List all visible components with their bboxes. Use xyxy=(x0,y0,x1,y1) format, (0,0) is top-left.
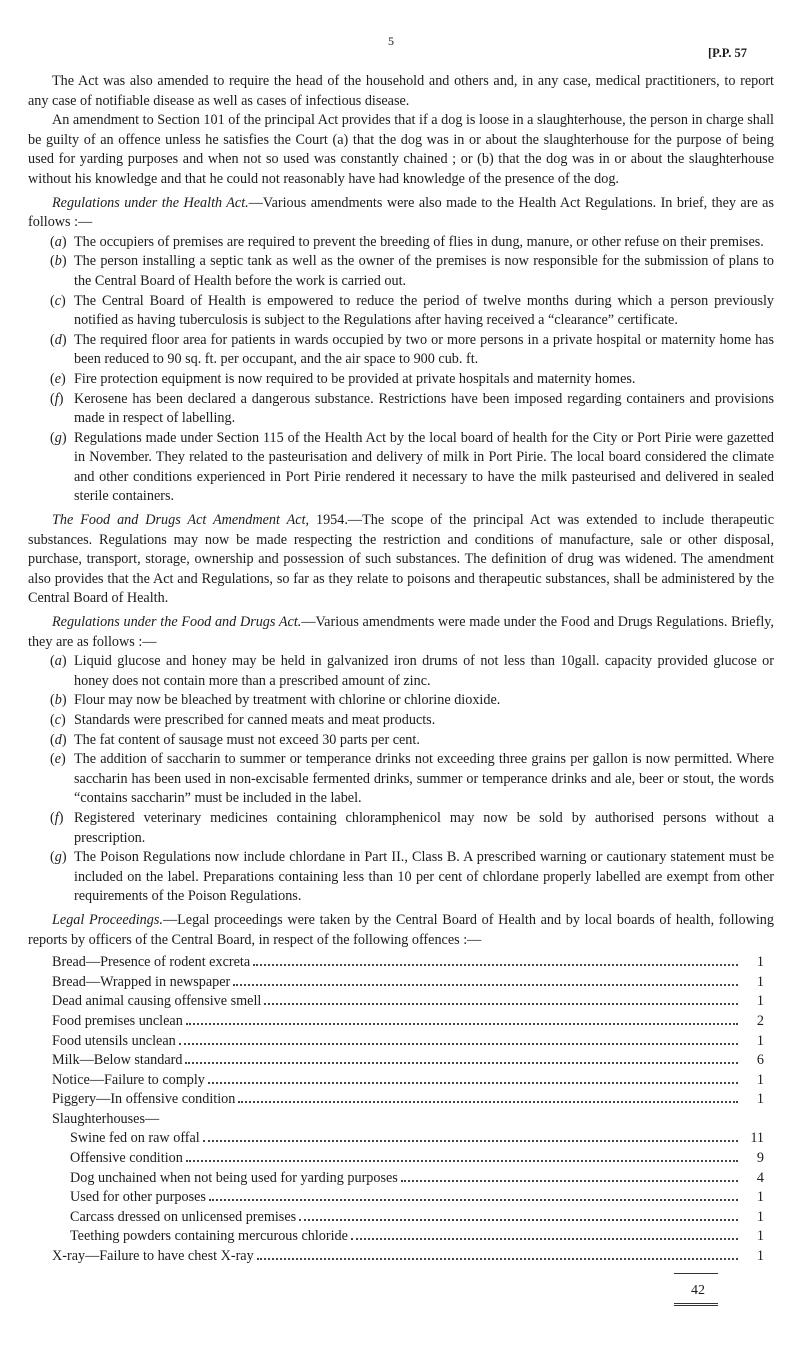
health-regulations-list xyxy=(28,233,774,507)
offence-row xyxy=(52,1208,764,1228)
dot-leader xyxy=(179,1043,738,1045)
paragraph-food-drugs-amendment xyxy=(28,511,774,609)
dot-leader xyxy=(264,1003,738,1005)
offence-description: Notice—Failure to comply xyxy=(52,1071,205,1088)
offence-description: Carcass dressed on unlicensed premises xyxy=(70,1208,297,1225)
offence-row xyxy=(52,1129,764,1149)
dot-leader xyxy=(186,1160,738,1162)
total-rule-double xyxy=(674,1303,718,1306)
food-drugs-regulations-intro: —Various amendments were made under the Food and Drugs Regulations. Briefly, they are as follows :— xyxy=(28,614,774,650)
offence-count: 1 xyxy=(756,973,764,990)
legal-proceedings-heading: Legal Proceedings. xyxy=(52,911,163,928)
offence-row xyxy=(52,1247,764,1267)
dot-leader xyxy=(233,984,738,986)
health-regulation-item-label: (g) xyxy=(50,429,67,446)
offence-row xyxy=(52,1188,764,1208)
legal-proceedings-intro: —Legal proceedings were taken by the Central Board of Health and by local boards of health, following reports by officers of the Central Board, in respect of the following offences :— xyxy=(28,911,774,948)
food-regulation-item-label: (f) xyxy=(50,809,64,826)
offence-description: Bread—Presence of rodent excreta xyxy=(52,954,251,971)
food-drugs-regulations-heading: Regulations under the Food and Drugs Act. xyxy=(52,614,302,631)
health-regulation-item xyxy=(28,370,774,390)
document-body xyxy=(28,72,774,1298)
dot-leader xyxy=(185,1062,738,1064)
food-regulation-item-label: (d) xyxy=(50,731,67,748)
offence-description: Dead animal causing offensive smell xyxy=(52,993,262,1010)
offence-count: 1 xyxy=(756,993,764,1010)
food-regulation-item-text: Registered veterinary medicines containing chloramphenicol may now be sold by authorised persons without a prescription. xyxy=(74,809,774,846)
food-regulation-item-text: Flour may now be bleached by treatment with chlorine or chlorine dioxide. xyxy=(74,692,501,709)
offence-description: Slaughterhouses— xyxy=(52,1110,160,1127)
offence-description: Bread—Wrapped in newspaper xyxy=(52,973,231,990)
food-regulation-item xyxy=(28,691,774,711)
offence-row xyxy=(52,1032,764,1052)
food-regulation-item-text: The addition of saccharin to summer or temperance drinks not exceeding three grains per gallon is now permitted. Where saccharin has been used in non-excisable fermented drinks, summer or temperance drinks and ale, beer or stout, the words “contains saccharin” must be included in the label. xyxy=(74,751,774,807)
offence-description: Dog unchained when not being used for yarding purposes xyxy=(70,1169,398,1186)
food-drugs-amendment-text: 1954.—The scope of the principal Act was extended to include therapeutic substances. Regulations may now be made respecting the restriction and conditions of manufacture, sale or other disposal, purchase, transport, storage, ownership and possession of such substances. The definition of drug was widened. The amendment also provides that the Act and Regulations, so far as they relate to poisons and therapeutic substances, shall be administered by the Central Board of Health. xyxy=(28,512,774,607)
offence-row xyxy=(52,1090,764,1110)
health-regulation-item-label: (c) xyxy=(50,292,66,309)
offence-row xyxy=(52,992,764,1012)
food-regulation-item-label: (c) xyxy=(50,712,66,728)
food-regulation-item xyxy=(28,652,774,691)
paper-reference: [P.P. 57 xyxy=(708,46,748,60)
offence-row xyxy=(52,1227,764,1247)
offence-description: Milk—Below standard xyxy=(52,1052,183,1069)
food-drugs-amendment-heading: The Food and Drugs Act Amendment Act, xyxy=(52,512,310,529)
offence-description: Piggery—In offensive condition xyxy=(52,1091,236,1108)
offence-row xyxy=(52,1110,764,1130)
offence-row xyxy=(52,973,764,993)
offence-count: 4 xyxy=(756,1169,764,1186)
food-regulation-item xyxy=(28,848,774,907)
food-regulation-item-text: Liquid glucose and honey may be held in galvanized iron drums of not less than 10gall. capacity provided glucose or honey does not contain more than a prescribed amount of zinc. xyxy=(74,653,774,689)
offences-total: 42 xyxy=(691,1282,705,1298)
dot-leader xyxy=(351,1238,738,1240)
health-regulation-item-text: The occupiers of premises are required to prevent the breeding of flies in dung, manure, or other refuse on their premises. xyxy=(74,233,764,250)
offences-list xyxy=(28,953,764,1267)
offence-description: Food premises unclean xyxy=(52,1012,183,1029)
food-regulation-item-label: (b) xyxy=(50,692,67,709)
offence-row xyxy=(52,953,764,973)
health-regulation-item-text: Regulations made under Section 115 of the Health Act by the local board of health for the City or Port Pirie were gazetted in November. They related to the pasteurisation and delivery of milk in Port Pirie. The local board considered the climate and other conditions experienced in Port Pirie rendered it necessary to have the milk pasteurised and delivered in sealed sterile containers. xyxy=(74,429,774,505)
paragraph-dog-amendment: An amendment to Section 101 of the principal Act provides that if a dog is loose in a slaughterhouse, the person in charge shall be guilty of an offence unless he satisfies the Court (a) that the dog was in or about the slaughterhouse for the purpose of being used for yarding purposes and when not so used was constantly chained ; or (b) that the dog was in or about the slaughterhouse without his knowledge and that he could not reasonably have had knowledge of the presence of the dog. xyxy=(28,112,774,187)
dot-leader xyxy=(253,964,738,966)
offence-row xyxy=(52,1071,764,1091)
offence-description: Used for other purposes xyxy=(70,1189,206,1206)
food-regulation-item-label: (g) xyxy=(50,849,67,866)
offence-description: X-ray—Failure to have chest X-ray xyxy=(52,1248,254,1265)
dot-leader xyxy=(238,1101,738,1103)
dot-leader xyxy=(299,1219,738,1221)
offence-description: Offensive condition xyxy=(70,1150,183,1167)
offence-count: 6 xyxy=(756,1052,764,1069)
offence-count: 1 xyxy=(756,1248,764,1265)
offence-count: 9 xyxy=(756,1150,764,1167)
health-regulations-heading: Regulations under the Health Act. xyxy=(52,194,249,211)
health-regulation-item xyxy=(28,292,774,331)
offence-count: 1 xyxy=(756,1189,764,1206)
food-regulations-list xyxy=(28,652,774,907)
offence-count: 1 xyxy=(756,1208,764,1225)
dot-leader xyxy=(257,1258,738,1260)
offence-count: 1 xyxy=(756,1032,764,1049)
page-number: 5 xyxy=(388,34,394,48)
offence-count: 1 xyxy=(756,1071,764,1088)
health-regulation-item xyxy=(28,429,774,507)
health-regulations-intro: —Various amendments were also made to the Health Act Regulations. In brief, they are as follows :— xyxy=(28,194,774,231)
health-regulation-item-label: (a) xyxy=(50,233,67,250)
health-regulation-item xyxy=(28,390,774,429)
offence-row xyxy=(52,1012,764,1032)
dot-leader xyxy=(203,1140,738,1142)
food-regulation-item-label: (a) xyxy=(50,653,67,670)
offence-count: 1 xyxy=(756,1091,764,1108)
food-regulation-item-label: (e) xyxy=(50,751,66,768)
dot-leader xyxy=(401,1180,738,1182)
health-regulation-item xyxy=(28,252,774,291)
food-regulation-item xyxy=(28,750,774,809)
food-regulation-item-text: The Poison Regulations now include chlordane in Part II., Class B. A prescribed warning or cautionary statement must be included on the label. Preparations containing less than 10 per cent of chlordane properly labelled are exempt from other requirements of the Poison Regulations. xyxy=(74,849,774,905)
paragraph-notifiable-disease: The Act was also amended to require the head of the household and others and, in any case, medical practitioners, to report any case of notifiable disease as well as cases of infectious disease. xyxy=(28,73,774,109)
health-regulation-item-label: (b) xyxy=(50,253,67,270)
health-regulation-item-text: The person installing a septic tank as well as the owner of the premises is now responsible for the submission of plans to the Central Board of Health before the work is carried out. xyxy=(74,253,774,289)
paragraph-food-drugs-regulations xyxy=(28,613,774,652)
food-regulation-item xyxy=(28,731,774,751)
health-regulation-item xyxy=(28,331,774,370)
offence-row xyxy=(52,1051,764,1071)
health-regulation-item-label: (e) xyxy=(50,370,66,387)
offence-description: Food utensils unclean xyxy=(52,1032,176,1049)
dot-leader xyxy=(186,1023,738,1025)
paragraph-legal-proceedings xyxy=(28,911,774,950)
health-regulation-item-label: (f) xyxy=(50,390,64,407)
offence-count: 2 xyxy=(756,1012,764,1029)
dot-leader xyxy=(209,1199,738,1201)
food-regulation-item-text: The fat content of sausage must not exceed 30 parts per cent. xyxy=(74,731,420,748)
offence-count: 1 xyxy=(756,1228,764,1245)
health-regulation-item-text: Fire protection equipment is now required to be provided at private hospitals and maternity homes. xyxy=(74,370,636,387)
health-regulation-item xyxy=(28,233,774,253)
paragraph-health-regulations xyxy=(28,194,774,233)
offence-description: Swine fed on raw offal xyxy=(70,1130,200,1147)
offence-count: 11 xyxy=(750,1130,764,1147)
offence-description: Teething powders containing mercurous chloride xyxy=(70,1228,348,1245)
health-regulation-item-text: The Central Board of Health is empowered to reduce the period of twelve months during which a person previously notified as having tuberculosis is subject to the Regulations after having received a “clearance” certificate. xyxy=(74,292,774,329)
health-regulation-item-text: Kerosene has been declared a dangerous substance. Restrictions have been imposed regarding containers and provisions made in respect of labelling. xyxy=(74,390,774,427)
offence-count: 1 xyxy=(756,954,764,971)
food-regulation-item-text: Standards were prescribed for canned meats and meat products. xyxy=(74,712,436,728)
offence-row xyxy=(52,1149,764,1169)
health-regulation-item-label: (d) xyxy=(50,331,67,348)
offence-row xyxy=(52,1169,764,1189)
total-rule-top xyxy=(674,1273,718,1274)
health-regulation-item-text: The required floor area for patients in wards occupied by two or more persons in a private hospital or maternity home has been reduced to 90 sq. ft. per occupant, and the air space to 900 cub. ft. xyxy=(74,331,774,368)
food-regulation-item xyxy=(28,809,774,848)
dot-leader xyxy=(208,1082,738,1084)
food-regulation-item xyxy=(28,711,774,731)
